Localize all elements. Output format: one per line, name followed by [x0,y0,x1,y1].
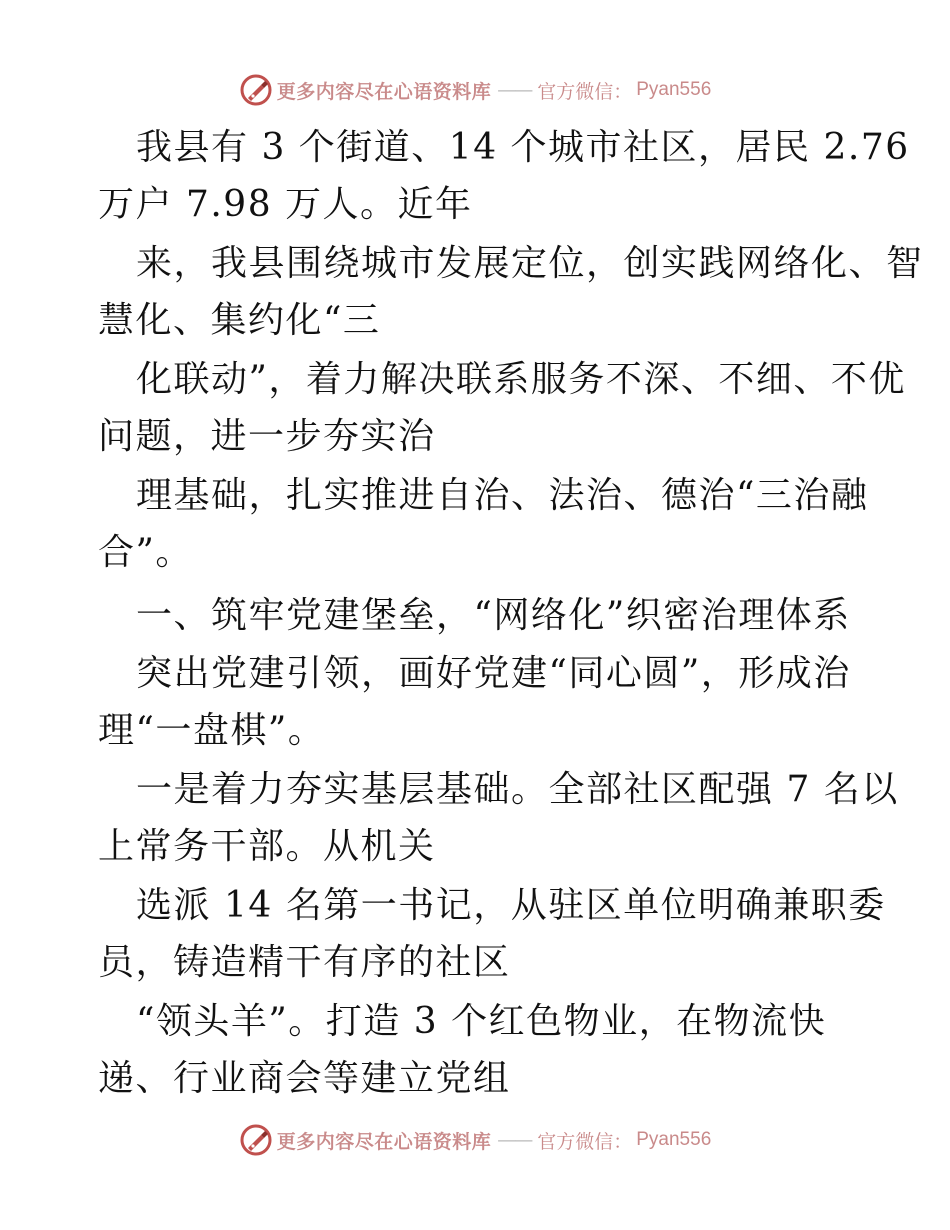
text-line: 化联动”，着力解决联系服务不深、不细、不优 [136,359,906,400]
watermark-footer [0,1118,950,1162]
text-line: 来，我县围绕城市发展定位，创实践网络化、智 [136,243,924,284]
pen-nib-logo-icon [239,73,273,107]
watermark-content [239,73,712,107]
watermark-header [0,68,950,112]
text-line: 慧化、集约化“三 [98,300,381,341]
text-line: 万户 7.98 万人。近年 [98,184,473,225]
pen-nib-logo-icon [239,1123,273,1157]
text-line: 问题，进一步夯实治 [98,416,436,457]
watermark-wechat-id: Pyan556 [636,79,712,100]
text-line: 突出党建引领，画好党建“同心圆”，形成治 [136,653,851,694]
watermark-content [239,1123,712,1157]
text-line: 递、行业商会等建立党组 [98,1058,511,1099]
text-line: 合”。 [98,532,193,573]
text-line: 一是着力夯实基层基础。全部社区配强 7 名以 [136,769,899,810]
watermark-dash: —— [497,79,532,101]
text-line: 我县有 3 个街道、14 个城市社区，居民 2.76 [136,127,910,168]
section-heading: 一、筑牢党建堡垒，“网络化”织密治理体系 [136,595,851,636]
text-line: 上常务干部。从机关 [98,826,436,867]
watermark-wechat-label: 官方微信： [537,80,633,103]
text-line: “领头羊”。打造 3 个红色物业，在物流快 [136,1001,827,1042]
watermark-wechat-label: 官方微信： [537,1130,633,1153]
watermark-wechat-id: Pyan556 [636,1129,712,1150]
watermark-main-text: 更多内容尽在心语资料库 [276,1130,492,1153]
text-line: 理基础，扎实推进自治、法治、德治“三治融 [136,475,869,516]
text-line: 选派 14 名第一书记，从驻区单位明确兼职委 [136,885,886,926]
text-line: 理“一盘棋”。 [98,710,326,751]
watermark-dash: —— [497,1129,532,1151]
watermark-main-text: 更多内容尽在心语资料库 [276,80,492,103]
text-line: 员，铸造精干有序的社区 [98,942,511,983]
